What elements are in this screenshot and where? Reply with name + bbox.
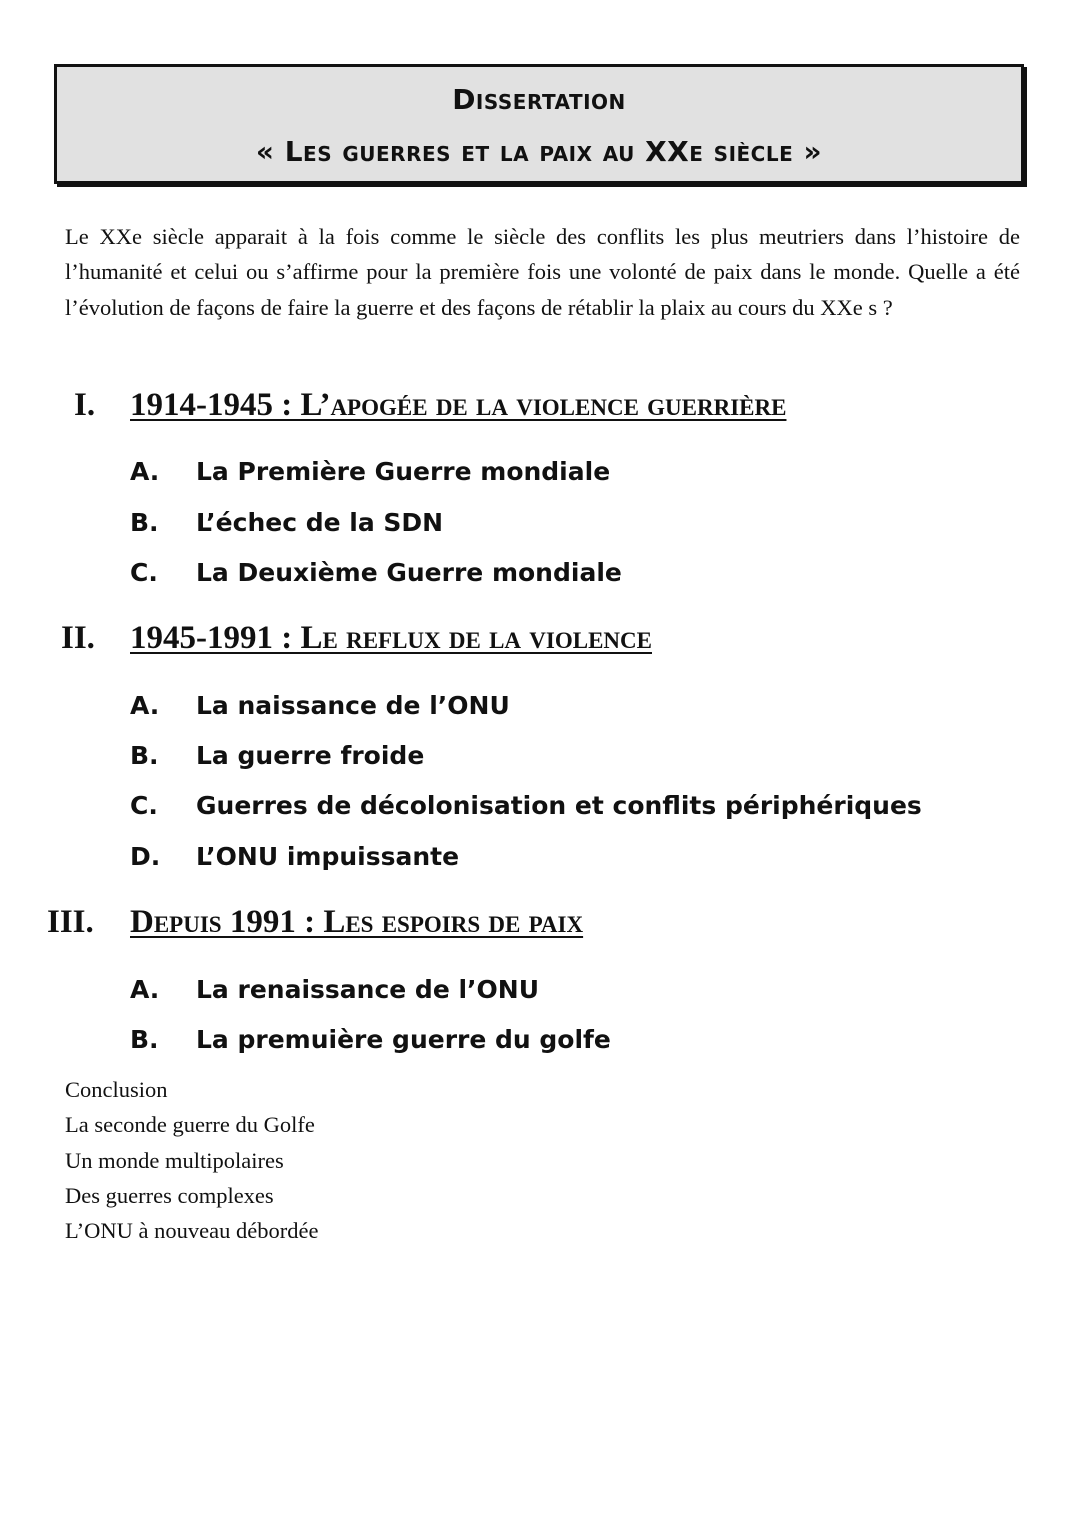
- conclusion-line: Un monde multipolaires: [65, 1147, 284, 1173]
- sub-heading-2b: [130, 741, 424, 770]
- intro-paragraph: Le XXe siècle apparait à la fois comme le siècle des conflits les plus meutriers dans l’histoire de l’humanité et celui ou s’affirme pour la première fois une volonté de paix dans le monde. Quelle a été l’évolution de façons de faire la guerre et des façons de rétablir la plaix au cours du XXe s ?: [65, 224, 1020, 320]
- sub-letter: C.: [130, 558, 158, 587]
- sub-heading-3b: [130, 1025, 611, 1054]
- conclusion-heading: Conclusion: [65, 1077, 168, 1102]
- sub-title: La premuière guerre du golfe: [196, 1025, 611, 1054]
- sub-letter: A.: [130, 975, 160, 1004]
- sub-title: La guerre froide: [196, 741, 425, 770]
- sub-heading-3a: [130, 975, 539, 1004]
- sub-letter: B.: [130, 1025, 159, 1054]
- sub-heading-2a: [130, 691, 510, 720]
- sub-title: La renaissance de l’ONU: [196, 975, 540, 1004]
- sub-letter: B.: [130, 508, 159, 537]
- sub-letter: C.: [130, 791, 158, 820]
- sub-heading-1a: [130, 457, 610, 486]
- sub-title: La naissance de l’ONU: [196, 691, 510, 720]
- conclusion-line: Des guerres complexes: [65, 1182, 274, 1208]
- title-box: [54, 64, 1024, 184]
- document-type: Dissertation: [452, 83, 626, 116]
- conclusion-line: La seconde guerre du Golfe: [65, 1112, 315, 1138]
- sub-heading-1b: [130, 508, 443, 537]
- sub-title: L’ONU impuissante: [196, 842, 460, 871]
- part-title: 1945-1991 : Le reflux de la violence: [130, 620, 652, 656]
- sub-heading-1c: [130, 558, 622, 587]
- sub-title: La Deuxième Guerre mondiale: [196, 558, 622, 587]
- part-title: Depuis 1991 : Les espoirs de paix: [130, 904, 584, 940]
- sub-title: L’échec de la SDN: [196, 508, 444, 537]
- sub-heading-2d: [130, 842, 459, 871]
- sub-title: La Première Guerre mondiale: [196, 457, 611, 486]
- sub-letter: A.: [130, 691, 160, 720]
- part-heading-2: [61, 620, 652, 657]
- part-title: 1914-1945 : L’apogée de la violence guerrière: [130, 387, 787, 423]
- sub-letter: D.: [130, 842, 161, 871]
- sub-letter: B.: [130, 741, 159, 770]
- document-title: « Les guerres et la paix au XXe siècle »: [255, 135, 823, 168]
- part-number: I.: [74, 387, 96, 423]
- part-heading-3: [47, 904, 583, 941]
- conclusion-block: [65, 1072, 318, 1248]
- sub-letter: A.: [130, 457, 160, 486]
- part-number: III.: [47, 904, 94, 940]
- part-number: II.: [61, 620, 95, 656]
- part-heading-1: [74, 387, 786, 424]
- conclusion-line: L’ONU à nouveau débordée: [65, 1218, 319, 1244]
- sub-title: Guerres de décolonisation et conflits périphériques: [196, 791, 922, 820]
- sub-heading-2c: [130, 791, 922, 820]
